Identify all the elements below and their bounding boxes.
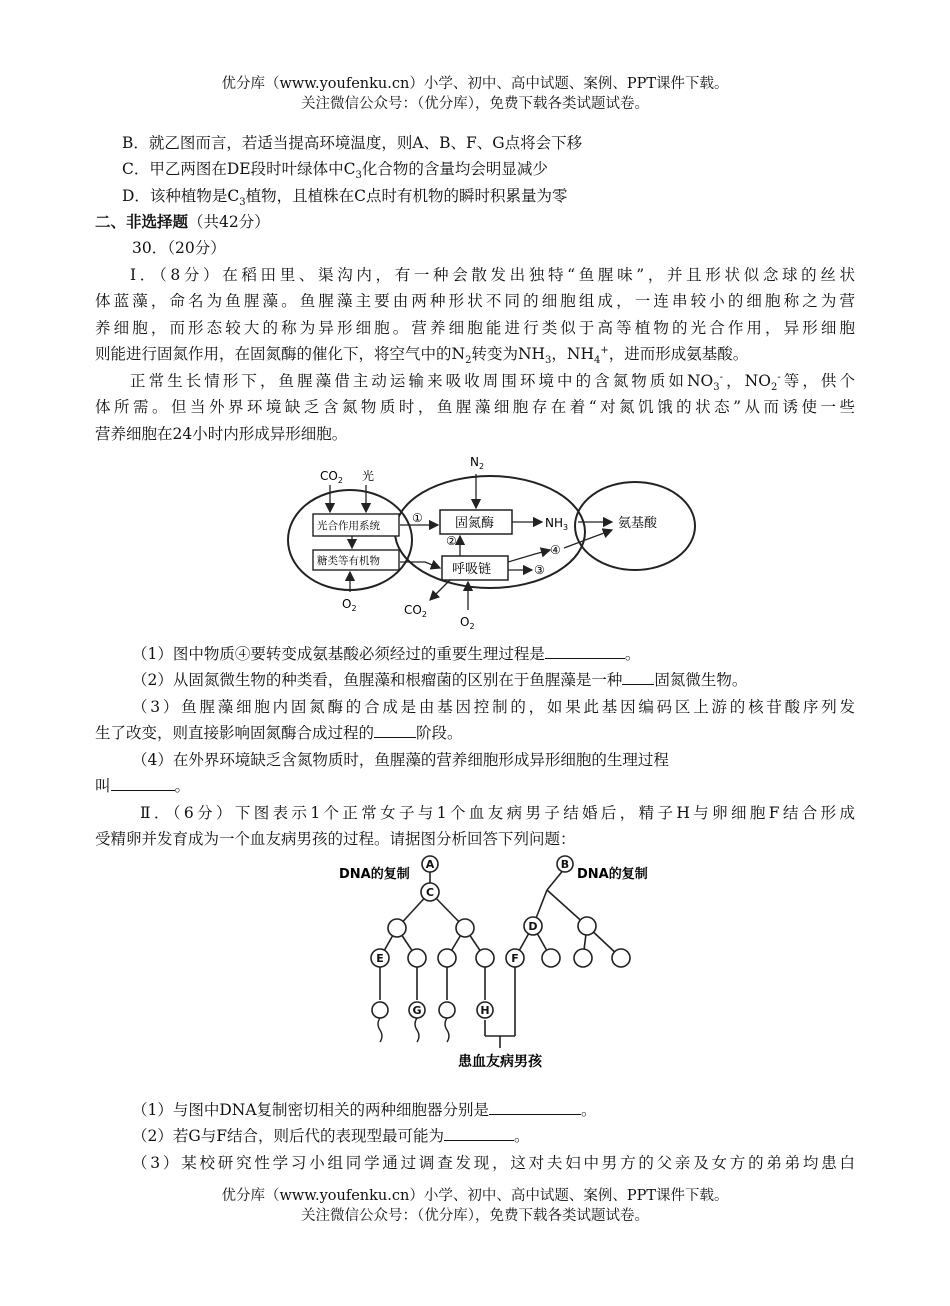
part1-para2-line2: 体所需。但当外界环境缺乏含氮物质时，鱼腥藻细胞存在着“对氮饥饿的状态”从而诱使一些 [95,398,855,416]
circle-1: ① [412,511,423,525]
photosystem-label: 光合作用系统 [317,520,380,532]
circle-3: ③ [534,563,545,577]
node-sperm-1 [372,1002,388,1018]
o2-left-label: $O_2$ [342,597,357,613]
option-d: D．该种植物是$C_3$植物，且植株在C点时有机物的瞬时积累量为零 [122,187,568,209]
part1-question-4-line2: 叫 。 [95,773,855,799]
node-right-3c [574,949,592,967]
label-g: G [412,1004,422,1017]
node-left-3b [408,949,426,967]
node-left-2b [456,919,474,937]
section-title: 二、非选择题（共42分） [95,212,270,231]
answer-blank-2[interactable] [622,667,654,685]
node-right-3d [612,949,630,967]
label-c: C [425,886,435,899]
circle-4: ④ [550,543,561,557]
n2-label: $N_2$ [470,455,485,471]
light-label: 光 [362,469,375,483]
option-c: C．甲乙两图在DE段时叶绿体中$C_3$化合物的含量均会明显减少 [122,160,548,182]
label-b: B [560,858,570,871]
part2-question-1: （1）与图中DNA复制密切相关的两种细胞器分别是 。 [132,1097,892,1123]
option-b: B．就乙图而言，若适当提高环境温度，则A、B、F、G点将会下移 [122,134,583,152]
part2-question-2: （2）若G与F结合，则后代的表现型最可能为 。 [132,1123,892,1149]
label-a: A [425,858,435,871]
nh3-label: $NH_3$ [545,516,569,532]
dna-replication-diagram [325,850,665,1080]
sugars-label: 糖类等有机物 [317,555,380,567]
label-h: H [480,1004,490,1017]
hemophilia-boy-label: 患血友病男孩 [458,1054,542,1070]
answer-blank-3[interactable] [374,720,416,738]
answer-blank-5[interactable] [489,1097,581,1115]
node-sperm-3 [439,1002,455,1018]
part2-intro-line1: Ⅱ．（6分）下图表示1个正常女子与1个血友病男子结婚后，精子H与卵细胞F结合形成 [140,804,855,822]
circle-2: ② [446,534,457,548]
co2-out-arrow [430,580,450,600]
nitrogen-fixation-diagram [280,450,700,630]
node-left-2a [388,919,406,937]
page-footer-line-1: 优分库（www.youfenku.cn）小学、初中、高中试题、案例、PPT课件下载。 [221,1188,729,1204]
part1-question-1: （1）图中物质④要转变成氨基酸必须经过的重要生理过程是 。 [132,641,892,667]
resp-chain-label: 呼吸链 [452,562,492,577]
page-header-line-1: 优分库（www.youfenku.cn）小学、初中、高中试题、案例、PPT课件下载。 [221,76,729,92]
answer-blank-4[interactable] [111,773,175,791]
part1-para2-line3: 营养细胞在24小时内形成异形细胞。 [95,425,348,443]
node-right-2b [578,917,596,935]
page-header-line-2: 关注微信公众号：（优分库），免费下载各类试题试卷。 [301,96,649,112]
part1-para1-line4: 则能进行固氮作用，在固氮酶的催化下，将空气中的$N_2$转变为$NH_3$，$NH_4^+$，进而形成氨基酸。 [95,344,749,367]
part1-question-3-line1: （3）鱼腥藻细胞内固氮酶的合成是由基因控制的，如果此基因编码区上游的核苷酸序列发 [132,698,855,716]
dna-replication-left-label: DNA的复制 [339,867,410,882]
part1-question-2: （2）从固氮微生物的种类看，鱼腥藻和根瘤菌的区别在于鱼腥藻是一种 固氮微生物。 [132,667,892,693]
part1-para1-line3: 养细胞，而形态较大的称为异形细胞。营养细胞能进行类似于高等植物的光合作用，异形细胞 [95,319,855,337]
four-to-amino-arrow [564,530,612,548]
node-right-3b [542,949,560,967]
part2-question-3: （3）某校研究性学习小组同学通过调查发现，这对夫妇中男方的父亲及女方的弟弟均患白 [132,1154,855,1172]
nitrogenase-label: 固氮酶 [455,516,495,531]
label-f: F [511,952,519,965]
answer-blank-1[interactable] [545,641,625,659]
page-footer-line-2: 关注微信公众号：（优分库），免费下载各类试题试卷。 [301,1208,649,1224]
question-30-title: 30．（20分） [132,239,226,257]
part1-para1-line1: Ⅰ．（8分）在稻田里、渠沟内，有一种会散发出独特“鱼腥味”，并且形状似念球的丝状 [130,266,855,284]
co2-label: $CO_2$ [320,469,343,485]
resp-to-4-arrow [508,550,550,562]
label-d: D [528,920,538,933]
node-left-3c [438,949,456,967]
amino-acid-label: 氨基酸 [618,516,658,531]
part1-para1-line2: 体蓝藻，命名为鱼腥藻。鱼腥藻主要由两种形状不同的细胞组成，一连串较小的细胞称之为营 [95,292,855,310]
part1-question-3-line2: 生了改变，则直接影响固氮酶合成过程的 阶段。 [95,720,855,746]
part1-question-4-line1: （4）在外界环境缺乏含氮物质时，鱼腥藻的营养细胞形成异形细胞的生理过程 [132,751,669,769]
answer-blank-6[interactable] [444,1123,514,1141]
label-e: E [376,952,384,965]
dna-replication-right-label: DNA的复制 [577,867,648,882]
o2-bottom-label: $O_2$ [460,615,475,630]
sperm-tails [378,1018,449,1042]
part2-intro-line2: 受精卵并发育成为一个血友病男孩的过程。请据图分析回答下列问题： [95,830,576,848]
part1-para2-line1: 正常生长情形下，鱼腥藻借主动运输来吸收周围环境中的含氮物质如$NO_3^-$，$NO_2^-$等，供个 [130,371,855,394]
co2-bottom-label: $CO_2$ [404,603,427,619]
node-left-3d [476,949,494,967]
